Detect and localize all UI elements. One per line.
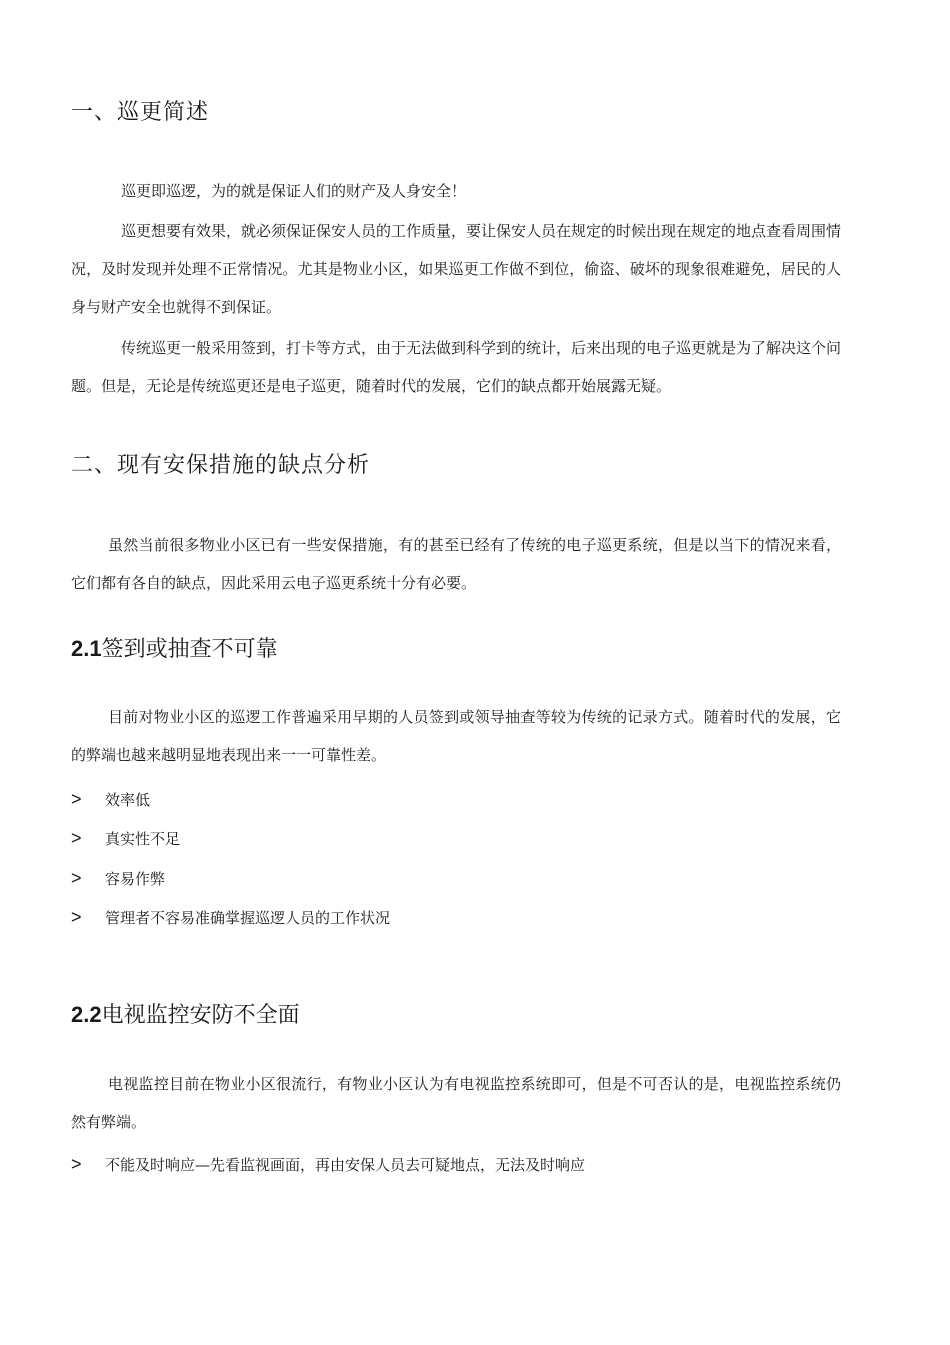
- list-item-text: 容易作弊: [105, 870, 166, 888]
- list-item: [71, 826, 851, 851]
- subsection-title: 电视监控安防不全面: [101, 1003, 300, 1028]
- section-1-paragraph-1: 巡更即巡逻，为的就是保证人们的财产及人身安全！: [121, 182, 467, 200]
- subsection-2-2-paragraph: 电视监控目前在物业小区很流行，有物业小区认为有电视监控系统即可，但是不可否认的是，电视监控系统仍然有弊端。: [71, 1075, 841, 1131]
- list-item-text: 真实性不足: [105, 830, 181, 848]
- list-item: [71, 787, 851, 812]
- list-item-text: 管理者不容易准确掌握巡逻人员的工作状况: [105, 909, 391, 927]
- section-heading-2: 二、现有安保措施的缺点分析: [71, 453, 371, 478]
- list-item: [71, 1152, 851, 1177]
- bullet-mark: >: [71, 868, 82, 888]
- subsection-2-1-paragraph: 目前对物业小区的巡逻工作普遍采用早期的人员签到或领导抽查等较为传统的记录方式。随着时代的发展，它的弊端也越来越明显地表现出来一一可靠性差。: [71, 708, 841, 764]
- bullet-mark: >: [71, 828, 82, 848]
- bullet-mark: >: [71, 789, 82, 809]
- section-1-paragraph-2: 巡更想要有效果，就必须保证保安人员的工作质量，要让保安人员在规定的时候出现在规定的地点查看周围情况，及时发现并处理不正常情况。尤其是物业小区，如果巡更工作做不到位，偷盗、破坏的现象很难避免，居民的人身与财产安全也就得不到保证。: [71, 222, 842, 316]
- bullet-mark: >: [71, 907, 82, 927]
- subsection-heading-2-2: [71, 1000, 300, 1031]
- subsection-number: 2.2: [71, 1002, 102, 1027]
- subsection-heading-2-1: [71, 634, 278, 665]
- list-item-text: 不能及时响应—先看监视画面，再由安保人员去可疑地点，无法及时响应: [105, 1156, 586, 1174]
- list-item-text: 效率低: [105, 791, 151, 809]
- subsection-number: 2.1: [71, 636, 102, 661]
- section-2-paragraph-1: 虽然当前很多物业小区已有一些安保措施，有的甚至已经有了传统的电子巡更系统，但是以当下的情况来看，它们都有各自的缺点，因此采用云电子巡更系统十分有必要。: [71, 536, 841, 592]
- section-heading-1: 一、巡更简述: [71, 100, 210, 125]
- bullet-mark: >: [71, 1154, 82, 1174]
- section-1-paragraph-3: 传统巡更一般采用签到，打卡等方式，由于无法做到科学到的统计，后来出现的电子巡更就是为了解决这个问题。但是，无论是传统巡更还是电子巡更，随着时代的发展，它们的缺点都开始展露无疑。: [71, 339, 842, 395]
- subsection-title: 签到或抽查不可靠: [101, 637, 278, 662]
- list-item: [71, 866, 851, 891]
- list-item: [71, 905, 851, 930]
